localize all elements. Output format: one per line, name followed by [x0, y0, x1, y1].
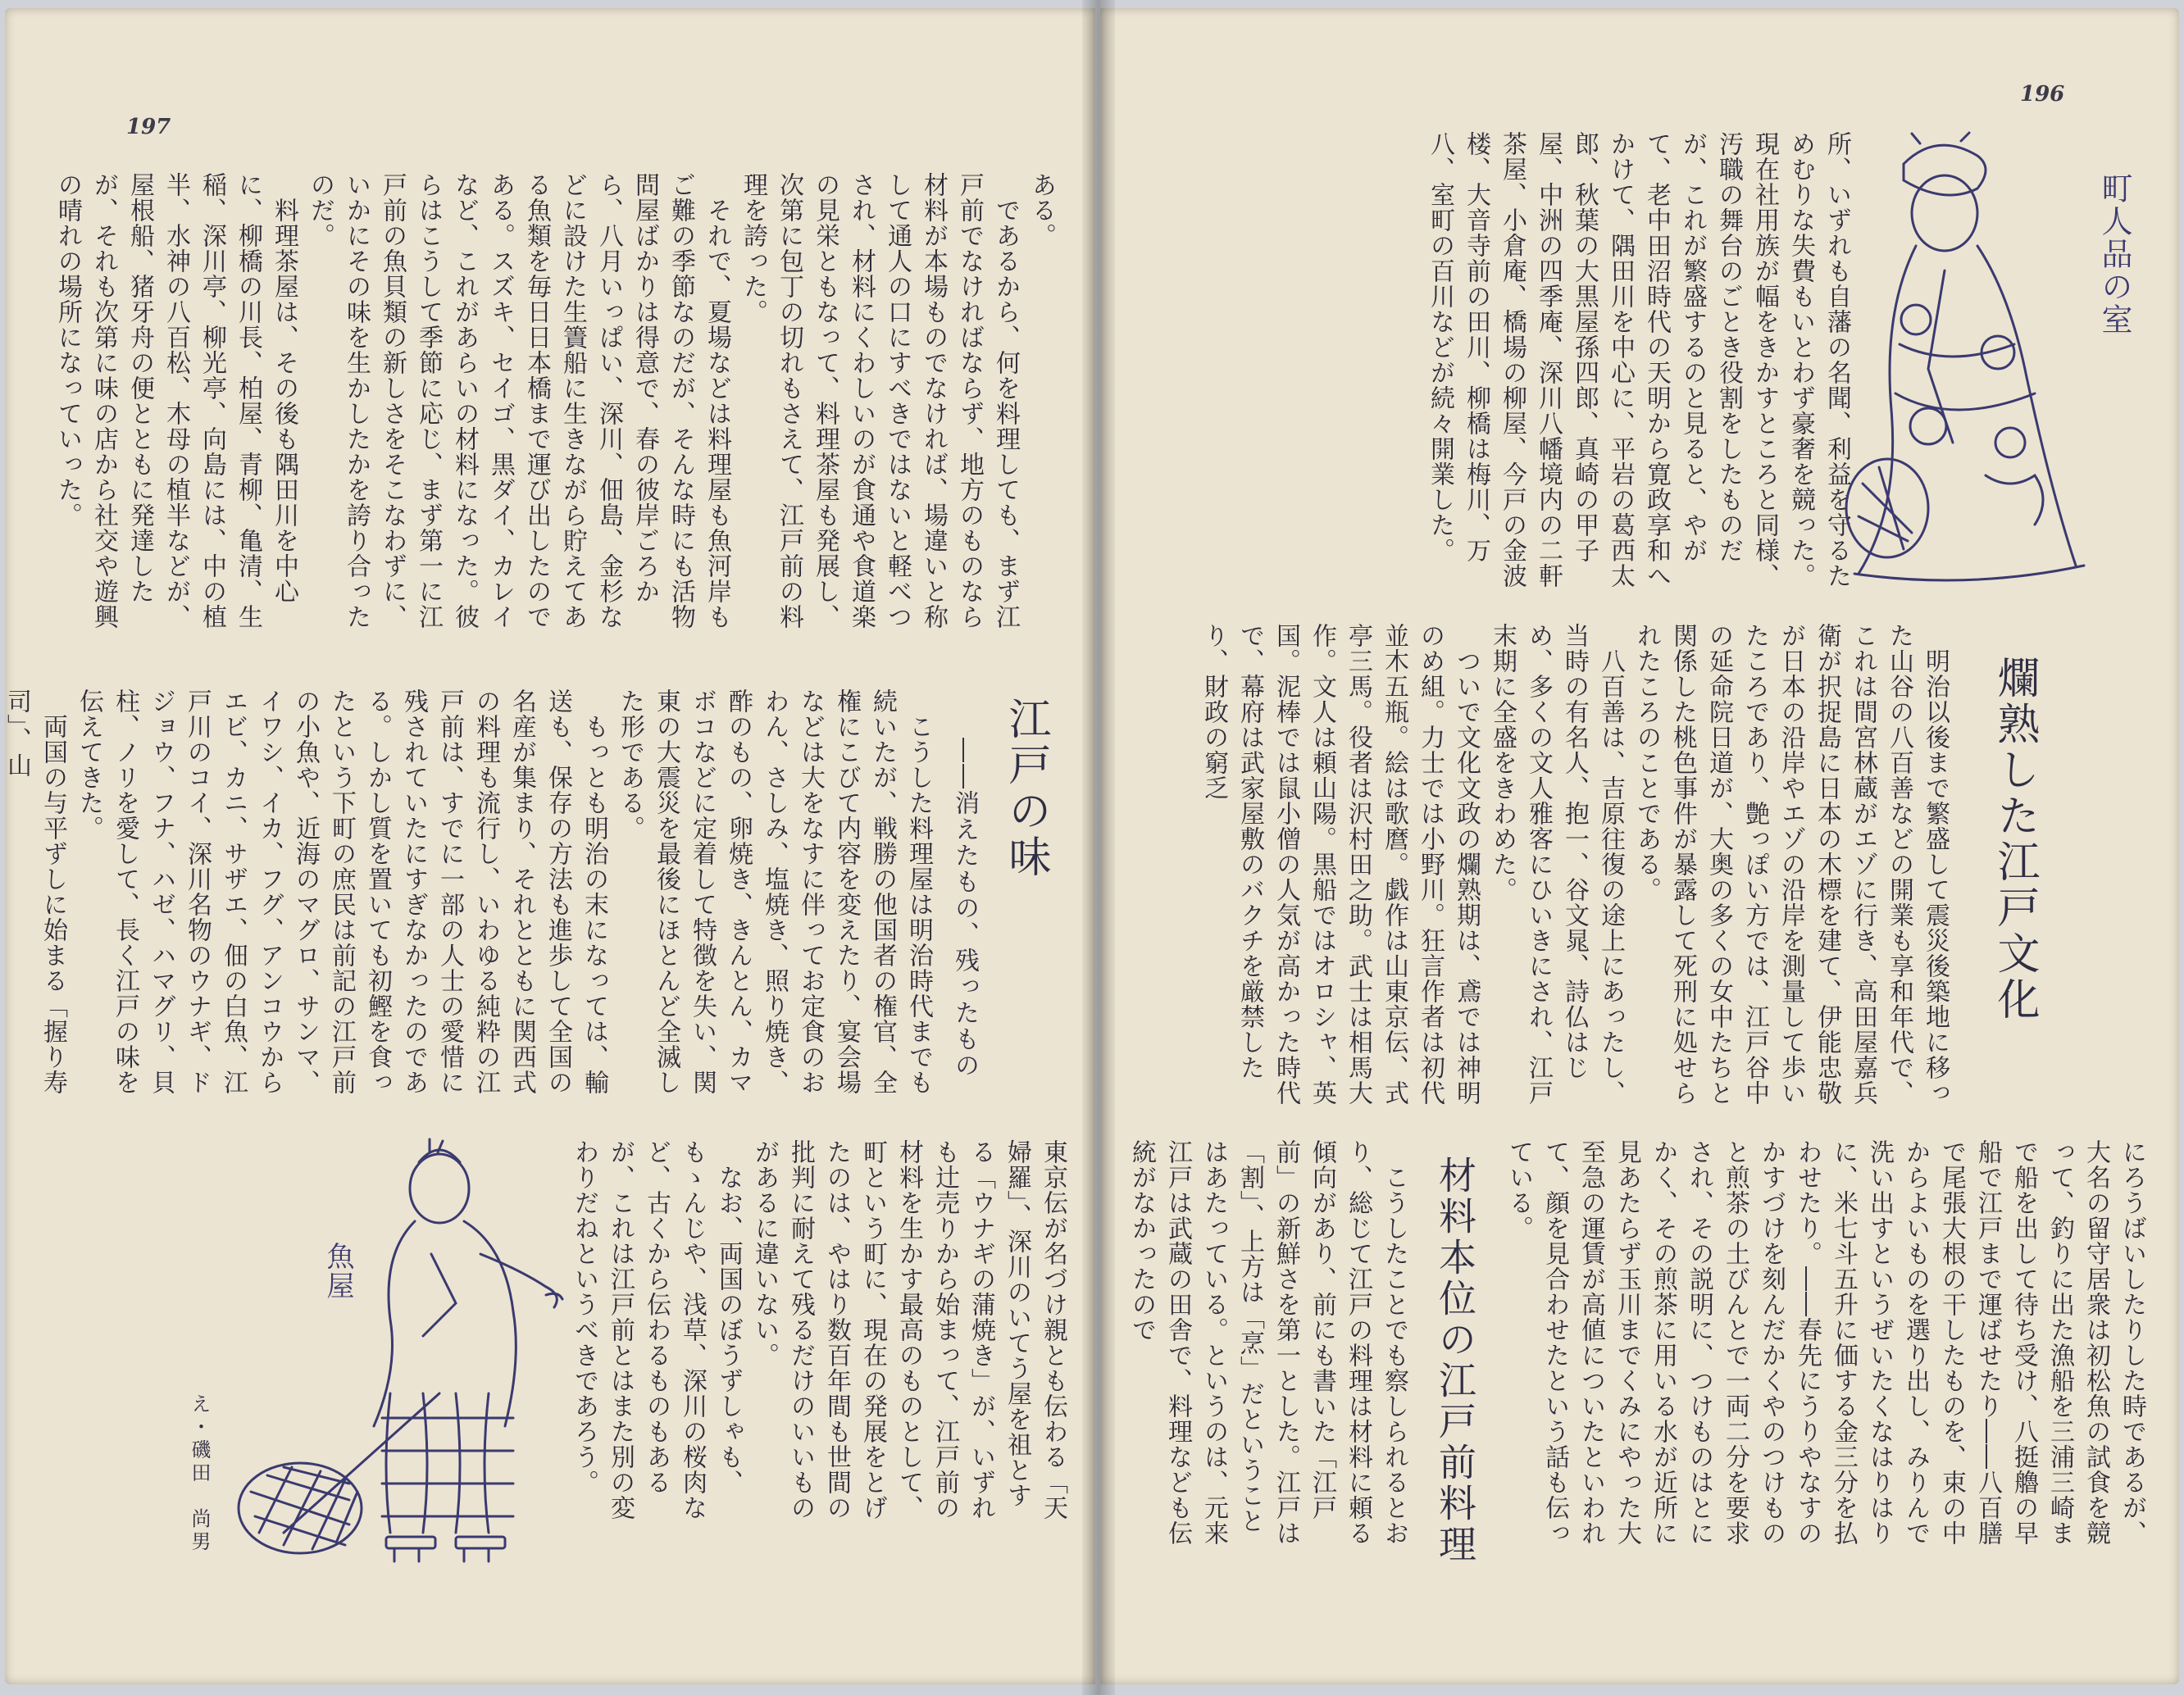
left-lower-text: こうした料理屋は明治時代までも続いたが、戦勝の他国者の権官、全権にこびて内容を変えたり、宴会場などは大をなすに伴ってお定食のおわん、さしみ、塩焼き、照り焼き、酢のもの、卵焼き、きんとん、カマボコなどに定着して特徴を失い、関東の大震災を最後にほとんど全滅した形である。 もっとも明治の末になっては、輸送も、保存の方法も進歩して全国の名産が集まり、それとともに関西式の料理も流行し、いわゆる純粋の江戸前は、すでに一部の人士の愛惜に残されていたにすぎなかったのである。しかし質を置いても初鰹を食ったという下町の庶民は前記の江戸前の小魚や、近海のマグロ、サンマ、イワシ、イカ、フグ、アンコウからエビ、カニ、サザエ、佃の白魚、江戸川のコイ、深川名物のウナギ、ドジョウ、フナ、ハゼ、ハマグリ、貝柱、ノリを愛して、長く江戸の味を伝えてきた。 両国の与平ずしに始まる「握り寿司」、山 — [2, 688, 933, 1095]
section-heading-ripe-culture: 爛熟した江戸文化 — [1990, 656, 2039, 1023]
right-middle-text: 明治以後まで繁盛して震災後築地に移った山谷の八百善などの開業も享和年代で、これは間宮林蔵がエゾに行き、高田屋嘉兵衛が択捉島に日本の木標を建て、伊能忠敬が日本の沿岸やエゾの沿岸を測量して歩いたころであり、艶っぽい方では、江戸谷中の延命院日道が、大奥の多くの女中たちと関係した桃色事件が暴露して死刑に処せられたころのことである。 八百善は、吉原往復の途上にあったし、当時の有名人、抱一、谷文晁、詩仏はじめ、多くの文人雅客にひいきにされ、江戸末期に全盛をきわめた。 ついで文化文政の爛熟期は、鳶では神明のめ組。力士では小野川。狂言作者は初代並木五瓶。絵は歌麿。戯作は山東京伝、式亭三馬。役者は沢村田之助。武士は相馬大作。文人は頼山陽。黒船ではオロシャ、英国。泥棒では鼠小僧の人気が高かった時代で、幕府は武家屋敷のバクチを厳禁したり、財政の窮乏 — [1199, 623, 1950, 1106]
left-page — [2, 8, 1095, 1684]
right-upper-text: 所、いずれも自藩の名聞、利益を守るためむりな失費もいとわず豪奢を競った。現在社用族が幅をきかすところと同様、汚職の舞台のごとき役割をしたものだが、これが繁盛するのと見ると、やがて、老中田沼時代の天明から寛政享和へかけて、隅田川を中心に、平岩の葛西太郎、秋葉の大黒屋孫四郎、真崎の甲子屋、中洲の四季庵、深川八幡境内の二軒茶屋、小倉庵、橋場の柳屋、今戸の金波楼、大音寺前の田川、柳橋は梅川、万八、室町の百川などが続々開業した。 — [1426, 131, 1851, 588]
fishmonger-illustration — [234, 1123, 612, 1582]
courtesan-caption: 町人品の室 — [2096, 172, 2132, 336]
book-gutter — [1082, 0, 1115, 1695]
left-upper-text: ある。 であるから、何を料理しても、まず江戸前でなければならず、地方のものなら材料が本場ものでなければ、場違いと称して通人の口にすべきではないと軽べつされ、材料にくわしいのが食通や食道楽の見栄ともなって、料理茶屋も発展し、次第に包丁の切れもさえて、江戸前の料理を誇った。 それで、夏場などは料理屋も魚河岸もご難の季節なのだが、そんな時にも活物問屋ばかりは得意で、春の彼岸ごろから、八月いっぱい、深川、佃島、金杉などに設けた生簀船に生きながら貯えてある魚類を毎日日本橋まで運び出したのである。スズキ、セイゴ、黒ダイ、カレイなど、これがあらいの材料になった。彼らはこうして季節に応じ、まず第一に江戸前の魚貝類の新しさをそこなわずに、いかにその味を生かしたかを誇り合ったのだ。 料理茶屋は、その後も隅田川を中心に、柳橋の川長、柏屋、青柳、亀清、生稲、深川亭、柳光亭、向島には、中の植半、水神の八百松、木母の植半などが、屋根船、猪牙舟の便とともに発達したが、それも次第に味の店から社交や遊興の晴れの場所になっていった。 — [53, 172, 1056, 629]
right-lower-right-text: にろうばいしたりした時であるが、大名の留守居衆は初松魚の試食を競って、釣りに出た漁船を三浦三崎まで船を出して待ち受け、八挺艪の早船で江戸まで運ばせたり――八百膳で尾張大根の干したものを、束の中からよいものを選り出し、みりんで洗い出すというぜいたくなはりはりに、米七斗五升に価する金三分を払わせたり。――春先にうりやなすのかすづけを刻んだかくやのつけものと煎茶の土びんとで一両二分を要求され、その説明に、つけものはとにかく、その煎茶に用いる水が近所に見あたらず玉川までくみにやった大至急の運賃が高値についたといわれて、顔を見合わせたという話も伝っている。 — [1504, 1139, 2146, 1546]
left-continuation-text: 東京伝が名づけ親とも伝わる「天婦羅」、深川のいてう屋を祖とする「ウナギの蒲焼き」が、いずれも辻売りから始まって、江戸前の材料を生かす最高のものとして、町という町に、現在の発展をとげたのは、やはり数百年間も世間の批判に耐えて残るだけのいいものがあるに違いない。 なお、両国のぼうずしゃも、もゝんじや、浅草、深川の桜肉など、古くから伝わるものもあるが、これは江戸前とはまた別の変わりだねというべきであろう。 — [570, 1139, 1067, 1520]
section-heading-ingredients: 材料本位の江戸前料理 — [1433, 1156, 1477, 1565]
courtesan-illustration — [1822, 131, 2100, 590]
page-number-left: 197 — [126, 115, 171, 139]
section-subheading: ――消えたもの、残ったもの — [950, 738, 979, 1079]
page-number-right: 196 — [2020, 82, 2065, 107]
section-heading-edo-taste: 江戸の味 — [1001, 697, 1050, 880]
illustration-label-uoya: 魚屋 — [321, 1242, 354, 1301]
right-lower-left-text: こうしたことでも察しられるとおり、総じて江戸の料理は材料に頼る傾向があり、前にも書いた「江戸前」の新鮮さを第一とした。江戸は「割」、上方は「烹」だということはあたっている。というのは、元来江戸は武蔵の田舎で、料理なども伝統がなかったので — [1127, 1139, 1408, 1546]
illustration-credit: え・磯田 尚男 — [188, 1393, 211, 1554]
right-page — [1100, 8, 2179, 1684]
